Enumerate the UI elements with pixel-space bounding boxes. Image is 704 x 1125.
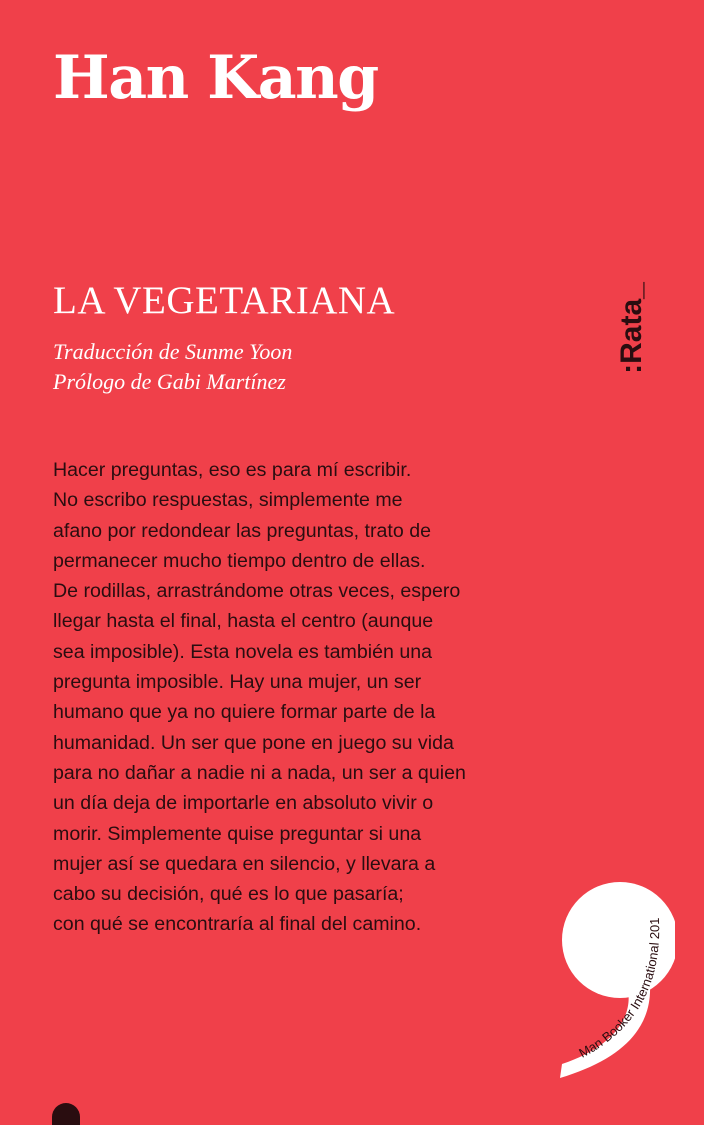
blurb-line: afano por redondear las preguntas, trato de (53, 519, 431, 542)
blurb-line: morir. Simplemente quise preguntar si una (53, 822, 422, 845)
blurb-line: sea imposible). Esta novela es también una (53, 640, 433, 663)
author-name: Han Kang (53, 43, 378, 113)
prologue-credit: Prólogo de Gabi Martínez (53, 369, 286, 394)
dot-icon (52, 1103, 80, 1125)
translator-credit: Traducción de Sunme Yoon (53, 339, 293, 364)
comma-icon (555, 880, 675, 1080)
blurb-line: cabo su decisión, qué es lo que pasaría; (53, 883, 404, 906)
blurb-line: permanecer mucho tiempo dentro de ellas. (53, 549, 426, 572)
blurb-line: para no dañar a nadie ni a nada, un ser a quien (53, 761, 466, 784)
blurb-line: pregunta imposible. Hay una mujer, un ser (53, 671, 422, 694)
credits (53, 337, 292, 397)
blurb-line: mujer así se quedara en silencio, y llevara a (53, 852, 436, 875)
blurb-line: De rodillas, arrastrándome otras veces, espero (53, 580, 461, 603)
blurb-line: No escribo respuestas, simplemente me (53, 489, 403, 512)
blurb-text (53, 455, 533, 940)
blurb-line: un día deja de importarle en absoluto vivir o (53, 792, 434, 815)
blurb-line: con qué se encontraría al final del camino. (53, 913, 422, 936)
award-text: Man Booker International 201 (576, 917, 663, 1061)
publisher-name: :Rata_ (615, 282, 648, 374)
blurb-line: Hacer preguntas, eso es para mí escribir. (53, 459, 412, 481)
blurb-line: llegar hasta el final, hasta el centro (aunque (53, 610, 434, 633)
blurb-line: humano que ya no quiere formar parte de la (53, 701, 436, 724)
book-title: LA VEGETARIANA (53, 279, 396, 322)
blurb-line: humanidad. Un ser que pone en juego su vida (53, 731, 454, 754)
